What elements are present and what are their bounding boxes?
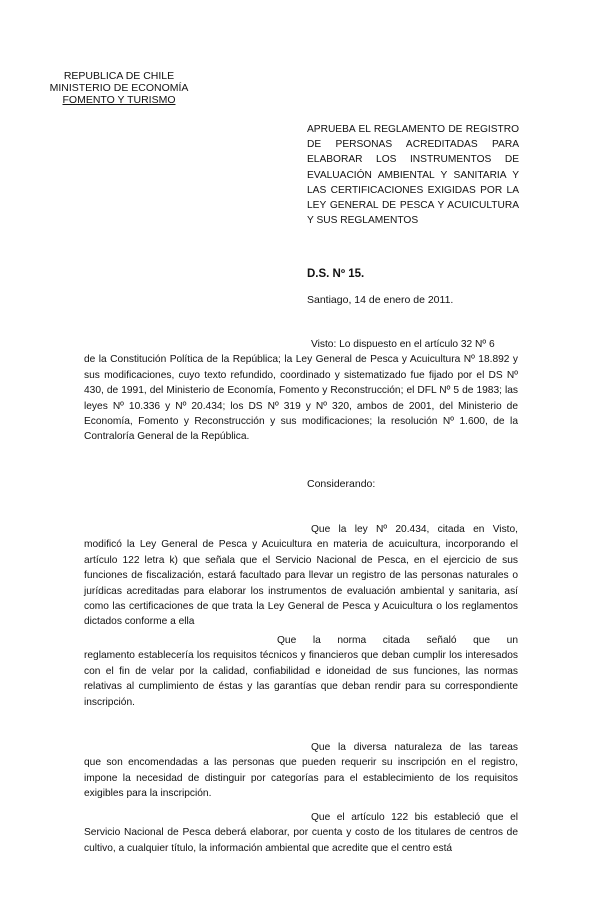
paragraph-1-lead: Que la ley Nº 20.434, citada en Visto, [311,524,518,535]
considerando-paragraph-1 [84,522,518,630]
decree-title: APRUEBA EL REGLAMENTO DE REGISTRO DE PERSONAS ACREDITADAS PARA ELABORAR LOS INSTRUMENTOS DE EVALUACIÓN AMBIENTAL Y SANITARIA Y LAS CERTIFICACIONES EXIGIDAS POR LA LEY GENERAL DE PESCA Y ACUICULTURA Y SUS REGLAMENTOS [307,124,519,227]
paragraph-4-body: Servicio Nacional de Pesca deberá elaborar, por cuenta y costo de los titulares de centros de cultivo, a cualquier título, la información ambiental que acredite que el centro está [84,827,518,854]
letterhead-country: REPUBLICA DE CHILE [63,70,175,82]
paragraph-3-body: que son encomendadas a las personas que pueden requerir su inscripción en el registro, impone la necesidad de distinguir por categorías para el establecimiento de los requisitos exigibles para la inscripción. [84,757,518,800]
paragraph-2-body: reglamento establecería los requisitos técnicos y financieros que deban cumplir los interesados con el fin de velar por la calidad, confiabilidad e idoneidad de sus funciones, las normas relativas al cumplimiento de éstas y las garantías que deban rendir para su correspondiente inscripción. [84,650,518,708]
letterhead-division: FOMENTO Y TURISMO [62,94,176,106]
decree-number: D.S. Nº 15. [307,268,365,280]
considerando-heading: Considerando: [307,478,376,490]
paragraph-2-lead: Que la norma citada señaló que un [277,635,518,646]
paragraph-1-body: modificó la Ley General de Pesca y Acuicultura en materia de acuicultura, incorporando el artículo 122 letra k) que señala que el Servicio Nacional de Pesca, en el ejercicio de sus funciones de fiscalización, estará facultado para llevar un registro de las personas naturales o jurídicas acreditadas para elaborar los instrumentos de evaluación ambiental y sanitaria, así como las certificaciones de que trata la Ley General de Pesca y Acuicultura o los reglamentos dictados conforme a ella [84,539,518,628]
paragraph-4-lead: Que el artículo 122 bis estableció que el [311,812,518,823]
decree-date: Santiago, 14 de enero de 2011. [307,294,454,306]
visto-lead: Visto: Lo dispuesto en el artículo 32 Nº 6 [311,339,495,350]
letterhead [44,70,194,106]
considerando-paragraph-2 [84,633,518,710]
visto-body: de la Constitución Política de la República; la Ley General de Pesca y Acuicultura Nº 18.892 y sus modificaciones, cuyo texto refundido, coordinado y sistematizado fue fijado por el DS Nº 430, de 1991, del Ministerio de Economía, Fomento y Reconstrucción; el DFL Nº 5 de 1983; las leyes Nº 10.336 y Nº 20.434; los DS Nº 319 y Nº 320, ambos de 2001, del Ministerio de Economía, Fomento y Reconstrucción y sus modificaciones; la resolución Nº 1.600, de la Contraloría General de la República. [84,354,518,443]
visto-paragraph [84,337,518,445]
letterhead-ministry: MINISTERIO DE ECONOMÍA [49,82,189,94]
paragraph-3-lead: Que la diversa naturaleza de las tareas [311,742,518,753]
considerando-paragraph-4 [84,810,518,856]
considerando-paragraph-3 [84,740,518,802]
